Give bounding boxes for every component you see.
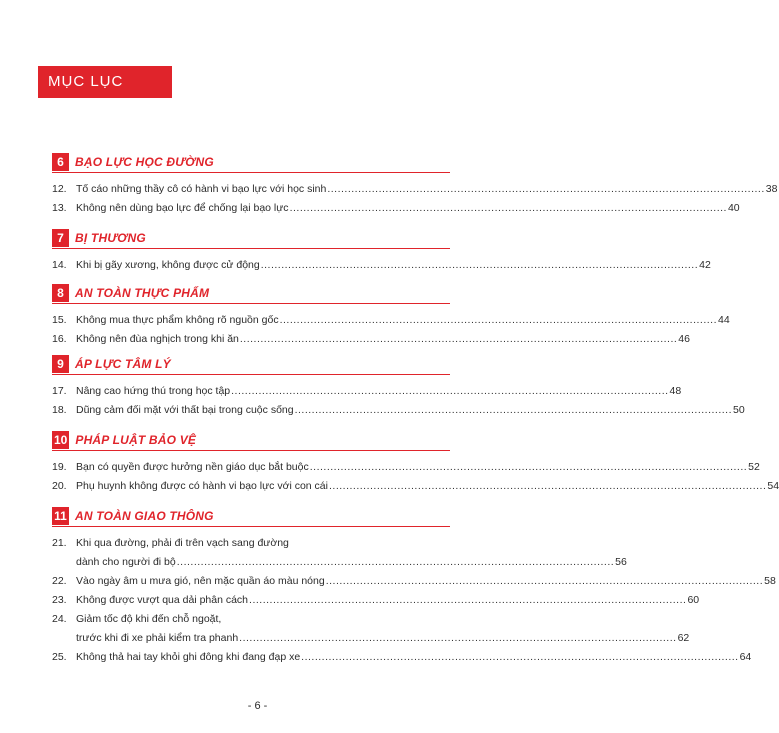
entry-title: Không nên dùng bạo lực để chống lại bạo lực xyxy=(76,202,289,214)
toc-section xyxy=(52,431,779,496)
section-title: AN TOÀN THỰC PHẨM xyxy=(75,286,210,300)
leader-dots xyxy=(327,180,764,199)
toc-section xyxy=(52,229,711,275)
toc-section xyxy=(52,153,778,218)
toc-entry[interactable] xyxy=(52,256,711,275)
entry-page-number: 58 xyxy=(764,575,776,587)
toc-entry[interactable] xyxy=(52,648,752,667)
leader-dots xyxy=(231,382,668,401)
entry-title: Không nên đùa nghịch trong khi ăn xyxy=(76,333,239,345)
entry-page-number: 54 xyxy=(767,480,779,492)
entry-page-number: 48 xyxy=(669,385,682,397)
toc-entry[interactable] xyxy=(52,610,690,648)
entry-number: 14. xyxy=(52,259,67,271)
section-title: BẠO LỰC HỌC ĐƯỜNG xyxy=(75,155,214,169)
section-heading[interactable] xyxy=(52,355,452,373)
section-number-badge: 8 xyxy=(52,284,69,302)
toc-entry[interactable] xyxy=(52,401,745,420)
entry-page-number: 60 xyxy=(687,594,700,606)
entry-number: 15. xyxy=(52,314,67,326)
section-number-badge: 9 xyxy=(52,355,69,373)
entry-number: 16. xyxy=(52,333,67,345)
entry-title: trước khi đi xe phải kiểm tra phanh xyxy=(76,632,239,644)
section-heading[interactable] xyxy=(52,153,452,171)
entry-title: Khi bị gãy xương, không được cử động xyxy=(76,259,260,271)
toc-entry[interactable] xyxy=(52,199,740,218)
entry-title: Không thả hai tay khỏi ghi đông khi đang đạp xe xyxy=(76,651,301,663)
toc-entry[interactable] xyxy=(52,534,627,572)
section-divider xyxy=(52,526,450,527)
section-heading[interactable] xyxy=(52,507,452,525)
entry-title: Giảm tốc độ khi đến chỗ ngoặt, xyxy=(76,613,222,625)
entry-page-number: 52 xyxy=(748,461,760,473)
leader-dots xyxy=(249,591,686,610)
section-divider xyxy=(52,172,450,173)
entry-page-number: 62 xyxy=(677,632,690,644)
entry-number: 18. xyxy=(52,404,67,416)
leader-dots xyxy=(301,648,738,667)
section-title: AN TOÀN GIAO THÔNG xyxy=(75,509,214,523)
entry-number: 20. xyxy=(52,480,67,492)
leader-dots xyxy=(326,572,763,591)
leader-dots xyxy=(240,330,677,349)
entry-title: Nâng cao hứng thú trong học tập xyxy=(76,385,231,397)
section-number-badge: 10 xyxy=(54,433,68,447)
leader-dots xyxy=(329,477,766,496)
entry-title: dành cho người đi bộ xyxy=(76,556,176,568)
toc-section xyxy=(52,284,730,349)
entry-number: 12. xyxy=(52,183,67,195)
entry-title: Dũng cảm đối mặt với thất bại trong cuộc sống xyxy=(76,404,294,416)
section-number-badge: 6 xyxy=(52,153,69,171)
entry-number: 24. xyxy=(52,613,67,625)
entry-number: 23. xyxy=(52,594,67,606)
entry-page-number: 40 xyxy=(727,202,740,214)
section-number-badge: 7 xyxy=(52,229,69,247)
entry-page-number: 38 xyxy=(765,183,778,195)
toc-title: MỤC LỤC xyxy=(48,73,124,90)
entry-page-number: 42 xyxy=(699,259,711,271)
leader-dots xyxy=(295,401,732,420)
toc-entry[interactable] xyxy=(52,330,690,349)
section-heading[interactable] xyxy=(52,284,452,302)
entry-title: Không được vượt qua dải phân cách xyxy=(76,594,249,606)
entry-number: 19. xyxy=(52,461,67,473)
toc-entry[interactable] xyxy=(52,572,776,591)
toc-entry[interactable] xyxy=(52,458,760,477)
leader-dots xyxy=(290,199,727,218)
toc-section xyxy=(52,507,776,667)
entry-number: 22. xyxy=(52,575,67,587)
toc-section xyxy=(52,355,745,420)
toc-entry[interactable] xyxy=(52,477,779,496)
entry-page-number: 46 xyxy=(678,333,690,345)
section-heading[interactable] xyxy=(52,431,452,449)
section-title: ÁP LỰC TÂM LÝ xyxy=(75,357,171,371)
entry-page-number: 44 xyxy=(718,314,730,326)
entry-page-number: 64 xyxy=(739,651,752,663)
entry-title: Tố cáo những thầy cô có hành vi bạo lực với học sinh xyxy=(76,183,327,195)
leader-dots xyxy=(310,458,747,477)
leader-dots xyxy=(239,629,676,648)
section-divider xyxy=(52,450,450,451)
entry-number: 21. xyxy=(52,537,67,549)
entry-title: Phụ huynh không được có hành vi bạo lực với con cái xyxy=(76,480,328,492)
section-title: PHÁP LUẬT BẢO VỆ xyxy=(75,433,197,447)
entry-title: Bạn có quyền được hưởng nền giáo dục bắt buộc xyxy=(76,461,309,473)
toc-entry[interactable] xyxy=(52,382,682,401)
entry-number: 13. xyxy=(52,202,67,214)
leader-dots xyxy=(261,256,698,275)
section-title: BỊ THƯƠNG xyxy=(75,231,146,245)
entry-title: Vào ngày âm u mưa gió, nên mặc quần áo màu nóng xyxy=(76,575,325,587)
entry-number: 17. xyxy=(52,385,67,397)
toc-entry[interactable] xyxy=(52,180,778,199)
entry-title: Khi qua đường, phải đi trên vạch sang đường xyxy=(76,537,289,549)
section-heading[interactable] xyxy=(52,229,452,247)
toc-entry[interactable] xyxy=(52,311,730,330)
entry-page-number: 50 xyxy=(733,404,745,416)
entry-title: Không mua thực phẩm không rõ nguồn gốc xyxy=(76,314,279,326)
entry-number: 25. xyxy=(52,651,67,663)
toc-entry[interactable] xyxy=(52,591,700,610)
entry-page-number: 56 xyxy=(615,556,627,568)
section-divider xyxy=(52,303,450,304)
section-divider xyxy=(52,248,450,249)
page-number: - 6 - xyxy=(247,700,268,712)
section-number-badge: 11 xyxy=(52,507,69,525)
leader-dots xyxy=(177,553,614,572)
leader-dots xyxy=(280,311,717,330)
section-divider xyxy=(52,374,450,375)
